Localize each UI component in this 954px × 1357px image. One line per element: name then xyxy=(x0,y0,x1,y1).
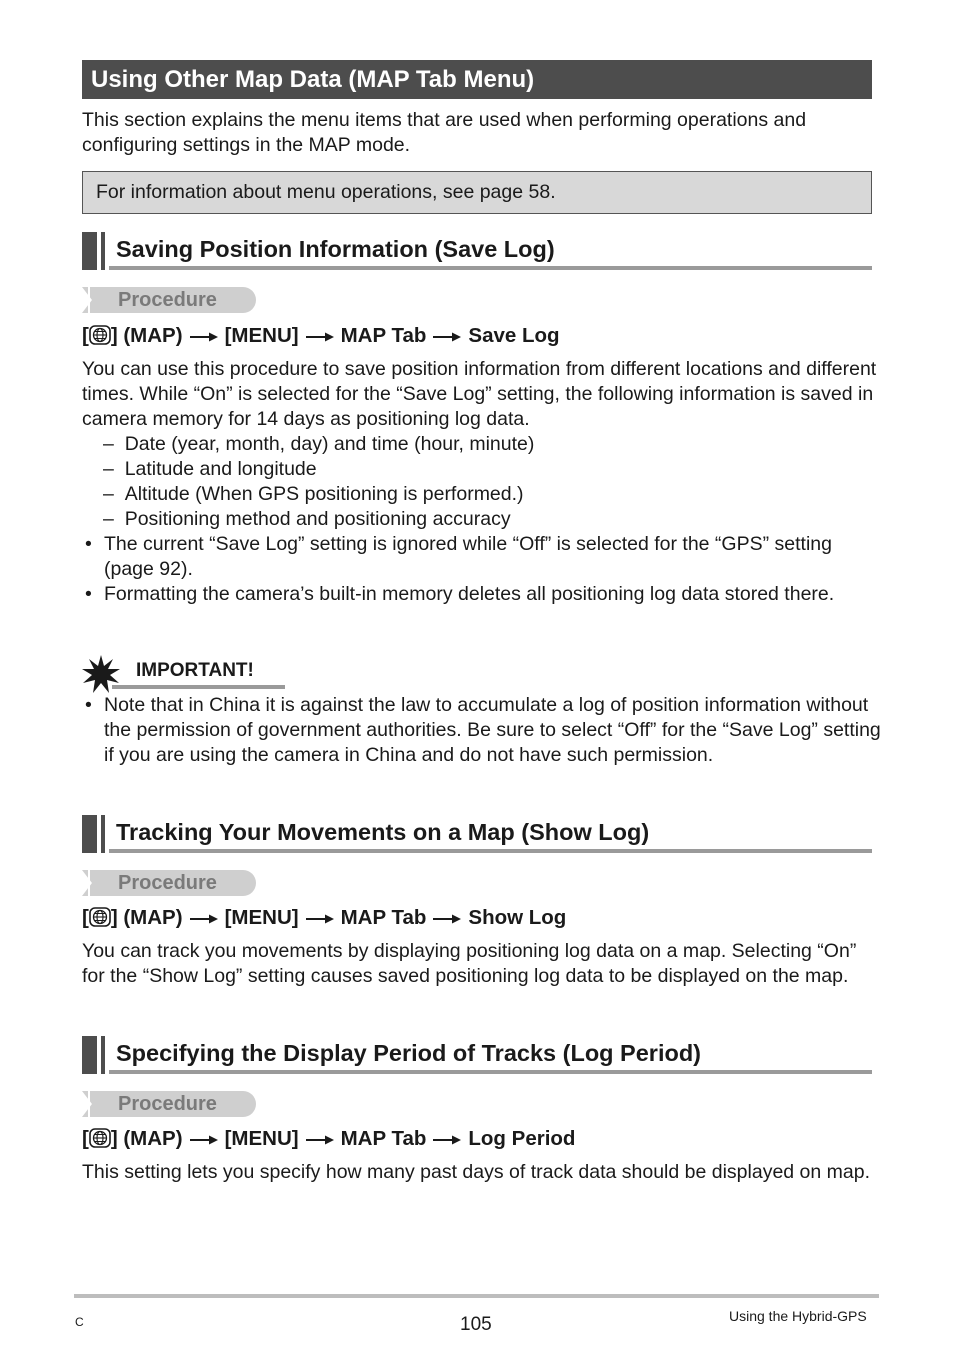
procedure-label: Procedure xyxy=(118,872,217,894)
path-map: ] (MAP) xyxy=(110,324,183,347)
path-menu: [MENU] xyxy=(224,906,299,929)
path-map: ] (MAP) xyxy=(110,1127,183,1150)
path-bracket: [ xyxy=(82,324,89,347)
path-maptab: MAP Tab xyxy=(340,1127,427,1150)
info-box: For information about menu operations, see page 58. xyxy=(82,171,872,214)
important-heading xyxy=(82,655,292,695)
path-maptab: MAP Tab xyxy=(340,324,427,347)
list-item: – Altitude (When GPS positioning is performed.) xyxy=(103,483,524,505)
right-arrow-icon xyxy=(432,914,462,924)
path-menu: [MENU] xyxy=(224,1127,299,1150)
right-arrow-icon xyxy=(432,332,462,342)
path-end: Show Log xyxy=(468,906,567,929)
path-bracket: [ xyxy=(82,906,89,929)
menu-path-save-log xyxy=(82,323,560,349)
menu-path-log-period xyxy=(82,1126,575,1152)
section-heading-save-log xyxy=(82,232,872,270)
section-heading-log-period xyxy=(82,1036,872,1074)
section-heading-show-log xyxy=(82,815,872,853)
path-menu: [MENU] xyxy=(224,324,299,347)
globe-map-icon xyxy=(89,324,111,346)
footer-chapter-title: Using the Hybrid-GPS xyxy=(729,1308,867,1324)
list-item: – Positioning method and positioning accuracy xyxy=(103,508,511,530)
section-heading-text: Specifying the Display Period of Tracks (Log Period) xyxy=(116,1040,702,1066)
right-arrow-icon xyxy=(305,332,335,342)
procedure-badge xyxy=(82,1091,256,1117)
intro-paragraph: This section explains the menu items that are used when performing operations and configuring settings in the MAP mode. xyxy=(82,109,807,156)
important-bullet: • Note that in China it is against the law to accumulate a log of position information without the permission of government authorities. Be sure to select “Off” for the “Save Log” setting if you are using the camera in China and do not have such permission. xyxy=(85,694,881,766)
path-map: ] (MAP) xyxy=(110,906,183,929)
right-arrow-icon xyxy=(305,914,335,924)
show-log-body: You can track you movements by displaying positioning log data on a map. Selecting “On” for the “Show Log” setting causes saved positioning log data to be displayed on the map. xyxy=(82,940,857,987)
right-arrow-icon xyxy=(432,1135,462,1145)
list-item: – Latitude and longitude xyxy=(103,458,317,480)
footer-left-mark: C xyxy=(75,1315,84,1329)
log-period-body: This setting lets you specify how many past days of track data should be displayed on map. xyxy=(82,1161,871,1183)
globe-map-icon xyxy=(89,906,111,928)
bullet-item: • The current “Save Log” setting is ignored while “Off” is selected for the “GPS” setting (page 92). xyxy=(85,533,832,580)
important-label: IMPORTANT! xyxy=(136,660,254,681)
path-end: Save Log xyxy=(468,324,560,347)
right-arrow-icon xyxy=(305,1135,335,1145)
path-end: Log Period xyxy=(468,1127,576,1150)
procedure-label: Procedure xyxy=(118,289,217,311)
right-arrow-icon xyxy=(189,332,219,342)
path-bracket: [ xyxy=(82,1127,89,1150)
section-heading-text: Tracking Your Movements on a Map (Show Log) xyxy=(116,819,650,845)
globe-map-icon xyxy=(89,1127,111,1149)
procedure-label: Procedure xyxy=(118,1093,217,1115)
page-title: Using Other Map Data (MAP Tab Menu) xyxy=(82,60,872,99)
path-maptab: MAP Tab xyxy=(340,906,427,929)
bullet-item: • Formatting the camera’s built-in memory deletes all positioning log data stored there. xyxy=(85,583,835,605)
menu-path-show-log xyxy=(82,905,566,931)
page-number: 105 xyxy=(460,1314,492,1335)
save-log-body: You can use this procedure to save position information from different locations and different times. While “On” is selected for the “Save Log” setting, the following information is saved in camera memory for 14 days as positioning log data. xyxy=(82,358,877,430)
list-item: – Date (year, month, day) and time (hour, minute) xyxy=(103,433,535,455)
procedure-badge xyxy=(82,870,256,896)
section-heading-text: Saving Position Information (Save Log) xyxy=(116,236,555,262)
footer-divider xyxy=(74,1294,879,1298)
right-arrow-icon xyxy=(189,914,219,924)
procedure-badge xyxy=(82,287,256,313)
right-arrow-icon xyxy=(189,1135,219,1145)
